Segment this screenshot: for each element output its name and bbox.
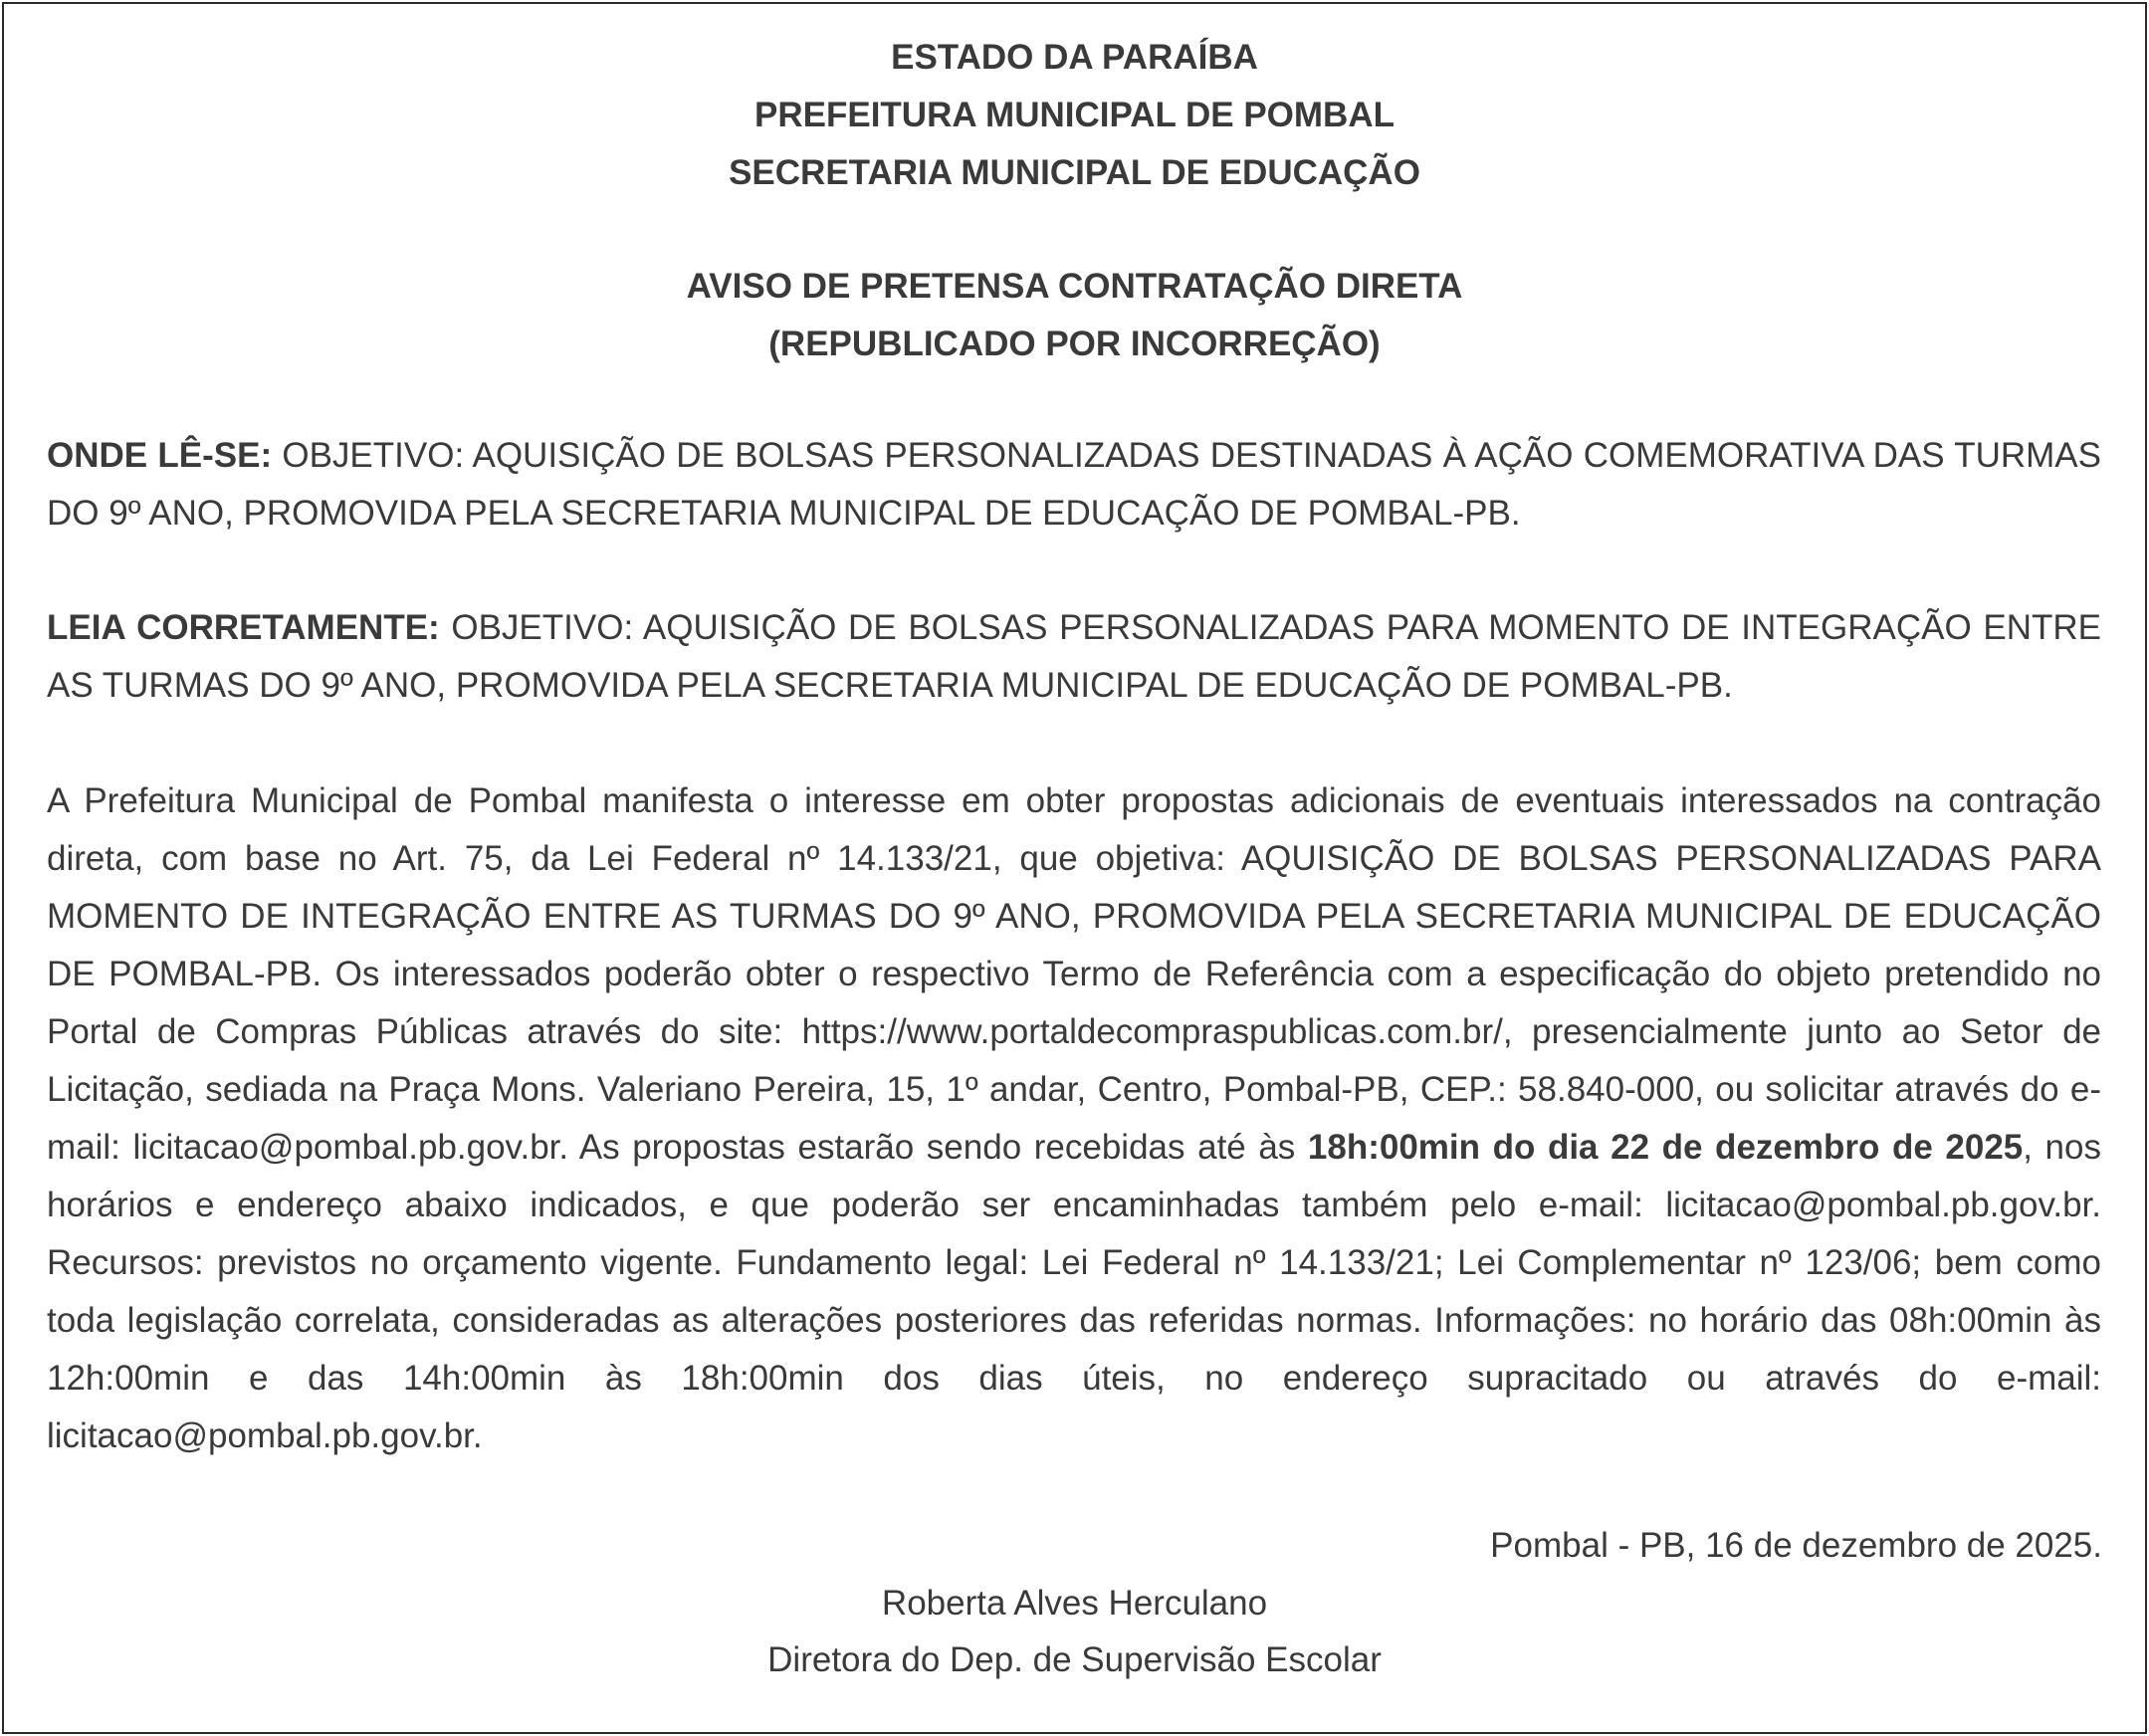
read-correctly-text: OBJETIVO: AQUISIÇÃO DE BOLSAS PERSONALIZADAS PARA MOMENTO DE INTEGRAÇÃO ENTRE AS TURMAS DO 9º ANO, PROMOVIDA PELA SECRETARIA MUNICIPAL DE EDUCAÇÃO DE POMBAL-PB. <box>47 608 2101 705</box>
read-correctly-label: LEIA CORRETAMENTE: <box>47 608 440 647</box>
proposal-deadline: 18h:00min do dia 22 de dezembro de 2025 <box>1307 1128 2024 1167</box>
where-reads-paragraph <box>47 427 2101 542</box>
secretariat-heading: SECRETARIA MUNICIPAL DE EDUCAÇÃO <box>729 153 1420 192</box>
where-reads-label: ONDE LÊ-SE: <box>47 436 273 475</box>
notice-body-paragraph <box>47 772 2101 1465</box>
document-header <box>0 29 2149 202</box>
notice-title: AVISO DE PRETENSA CONTRATAÇÃO DIRETA <box>686 267 1463 306</box>
body-text-part-1: A Prefeitura Municipal de Pombal manifesta o interesse em obter propostas adicionais de eventuais interessados na contração direta, com base no Art. 75, da Lei Federal nº 14.133/21, que objetiva: AQUISIÇÃO DE BOLSAS PERSONALIZADAS PARA MOMENTO DE INTEGRAÇÃO ENTRE AS TURMAS DO 9º ANO, PROMOVIDA PELA SECRETARIA MUNICIPAL DE EDUCAÇÃO DE POMBAL-PB. Os interessados poderão obter o respectivo Termo de Referência com a especificação do objeto pretendido no Portal de Compras Públicas através do site: https://www.portaldecompraspublicas.com.br/, presencialmente junto ao Setor de Licitação, sediada na Praça Mons. Valeriano Pereira, 15, 1º andar, Centro, Pombal-PB, CEP.: 58.840-000, ou solicitar através do e-mail: licitacao@pombal.pb.gov.br. As propostas estarão sendo recebidas até às <box>47 781 2101 1167</box>
signer-role: Diretora do Dep. de Supervisão Escolar <box>767 1640 1382 1679</box>
place-and-date: Pombal - PB, 16 de dezembro de 2025. <box>1490 1526 2102 1565</box>
prefecture-heading: PREFEITURA MUNICIPAL DE POMBAL <box>754 96 1395 134</box>
body-text-part-2: , nos horários e endereço abaixo indicados, e que poderão ser encaminhadas também pelo e-mail: licitacao@pombal.pb.gov.br. Recursos: previstos no orçamento vigente. Fundamento legal: Lei Federal nº 14.133/21; Lei Complementar nº 123/06; bem como toda legislação correlata, consideradas as alterações posteriores das referidas normas. Informações: no horário das 08h:00min às 12h:00min e das 14h:00min às 18h:00min dos dias úteis, no endereço supracitado ou através do e-mail: licitacao@pombal.pb.gov.br. <box>47 1128 2101 1455</box>
notice-heading <box>0 258 2149 373</box>
state-heading: ESTADO DA PARAÍBA <box>891 38 1258 77</box>
notice-subtitle: (REPUBLICADO POR INCORREÇÃO) <box>768 325 1381 363</box>
read-correctly-paragraph <box>47 599 2101 715</box>
where-reads-text: OBJETIVO: AQUISIÇÃO DE BOLSAS PERSONALIZADAS DESTINADAS À AÇÃO COMEMORATIVA DAS TURMAS DO 9º ANO, PROMOVIDA PELA SECRETARIA MUNICIPAL DE EDUCAÇÃO DE POMBAL-PB. <box>47 436 2101 533</box>
signer-name: Roberta Alves Herculano <box>881 1584 1268 1623</box>
